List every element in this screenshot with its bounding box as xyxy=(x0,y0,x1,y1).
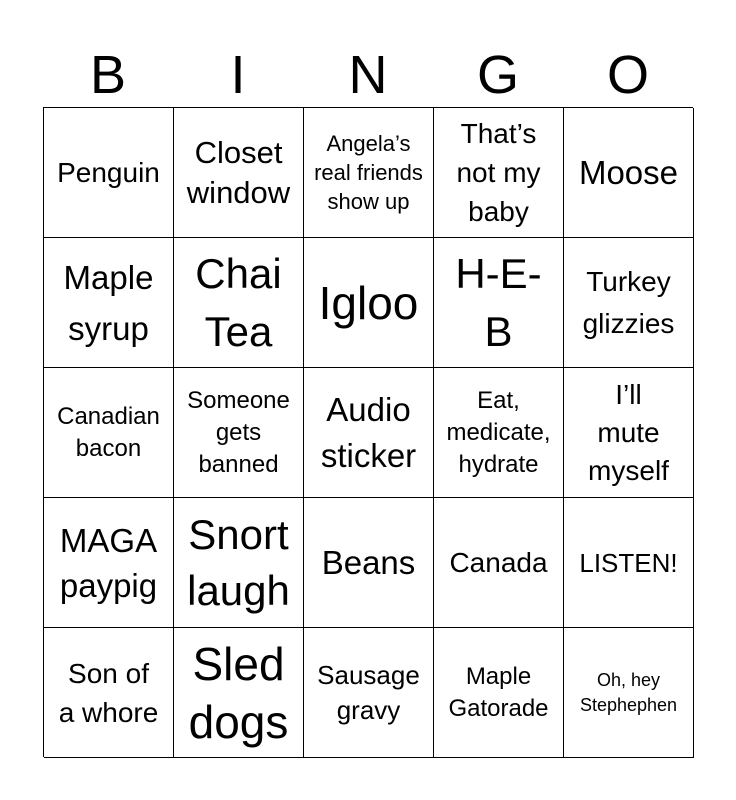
bingo-cell[interactable] xyxy=(304,628,434,758)
bingo-cell[interactable] xyxy=(174,108,304,238)
cell-text: H-E-B xyxy=(455,249,542,355)
bingo-cell[interactable] xyxy=(434,498,564,628)
bingo-cell[interactable] xyxy=(434,628,564,758)
cell-text: MAGA paypig xyxy=(59,521,158,604)
cell-text: Oh, hey Stephephen xyxy=(579,669,678,715)
cell-text: Beans xyxy=(321,544,416,581)
cell-text: Someone gets banned xyxy=(187,386,290,478)
cell-text: Son of a whore xyxy=(58,657,159,728)
cell-text: Snort laugh xyxy=(187,510,290,614)
bingo-cell[interactable] xyxy=(44,108,174,238)
cell-text: Penguin xyxy=(57,156,160,188)
bingo-cell[interactable] xyxy=(304,498,434,628)
bingo-cell[interactable] xyxy=(434,238,564,368)
bingo-cell[interactable] xyxy=(174,628,304,758)
bingo-cell[interactable] xyxy=(174,238,304,368)
bingo-cell[interactable] xyxy=(304,368,434,498)
cell-text: Canadian bacon xyxy=(57,402,160,462)
cell-text: Igloo xyxy=(318,276,419,329)
header-letter-g: G xyxy=(476,45,519,105)
cell-text: Turkey glizzies xyxy=(582,265,675,339)
cell-text: Maple Gatorade xyxy=(448,662,549,722)
bingo-cell[interactable] xyxy=(174,368,304,498)
bingo-cell[interactable] xyxy=(44,368,174,498)
bingo-cell[interactable] xyxy=(564,368,694,498)
cell-text: Chai Tea xyxy=(195,249,282,355)
cell-text: Sled dogs xyxy=(188,637,289,748)
bingo-board xyxy=(43,107,693,757)
header-letter-b: B xyxy=(89,45,127,105)
cell-text: Moose xyxy=(578,154,679,191)
cell-text: LISTEN! xyxy=(579,547,678,578)
bingo-cell[interactable] xyxy=(44,238,174,368)
bingo-cell[interactable] xyxy=(564,108,694,238)
cell-text: Eat, medicate, hydrate xyxy=(446,386,551,478)
header-letter-i: I xyxy=(230,45,246,105)
bingo-cell[interactable] xyxy=(44,498,174,628)
header-letter-o: O xyxy=(606,45,649,105)
cell-text: Angela’s real friends show up xyxy=(314,131,423,214)
bingo-cell[interactable] xyxy=(434,108,564,238)
cell-text: Sausage gravy xyxy=(317,659,420,725)
cell-text: Canada xyxy=(449,546,548,578)
cell-text: Closet window xyxy=(186,134,291,210)
bingo-header xyxy=(43,44,693,106)
bingo-cell[interactable] xyxy=(564,628,694,758)
bingo-cell[interactable] xyxy=(174,498,304,628)
bingo-cell[interactable] xyxy=(304,108,434,238)
bingo-cell[interactable] xyxy=(434,368,564,498)
cell-text: That’s not my baby xyxy=(456,118,541,227)
bingo-cell[interactable] xyxy=(564,238,694,368)
cell-text: I’ll mute myself xyxy=(588,378,669,486)
cell-text: Maple syrup xyxy=(63,258,154,347)
bingo-cell[interactable] xyxy=(44,628,174,758)
bingo-cell[interactable] xyxy=(564,498,694,628)
header-letter-n: N xyxy=(348,45,388,105)
bingo-cell[interactable] xyxy=(304,238,434,368)
cell-text: Audio sticker xyxy=(320,390,417,474)
